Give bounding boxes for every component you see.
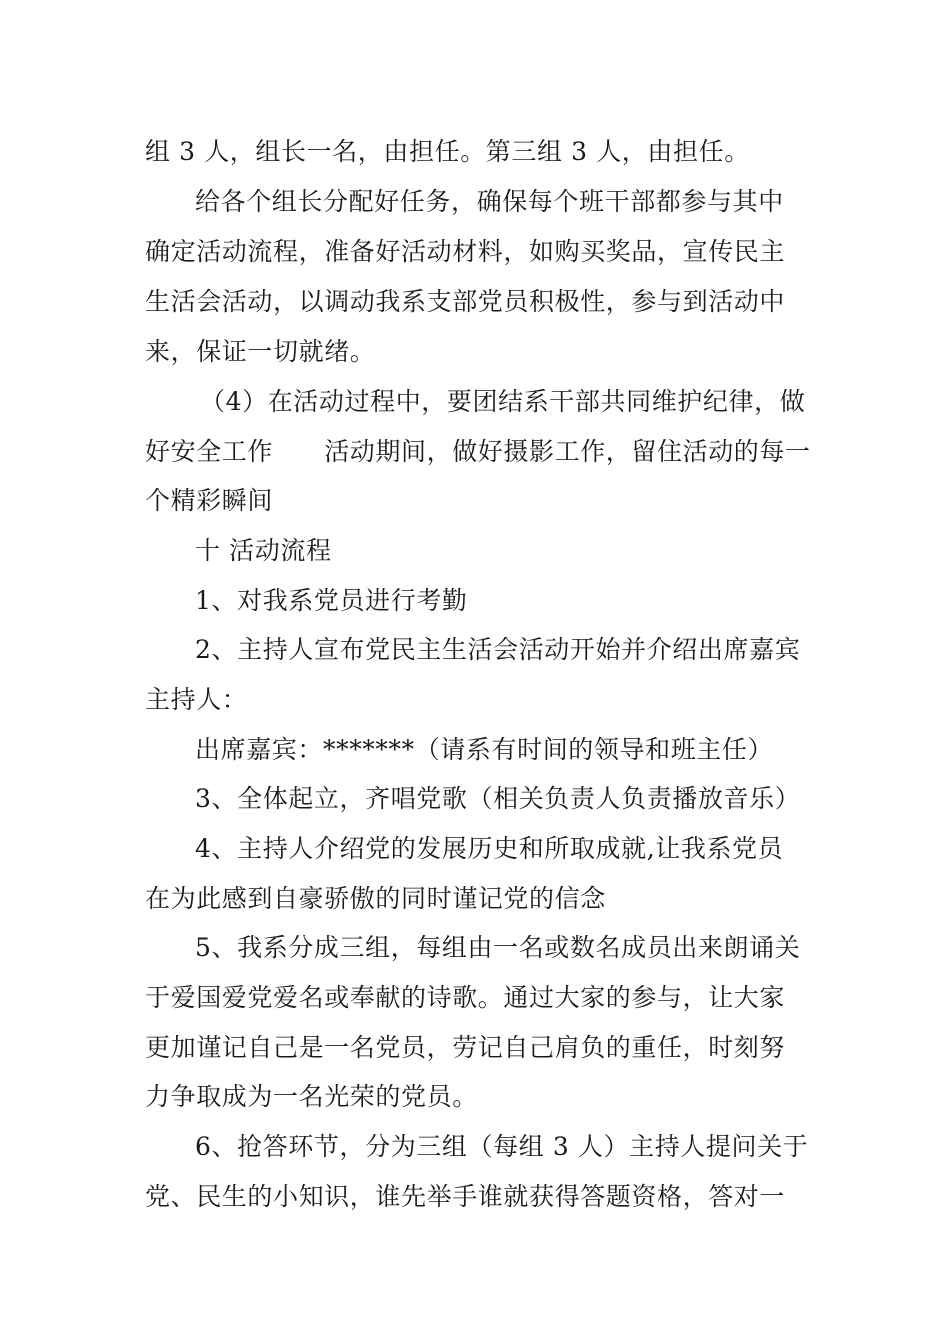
text-line: 生活会活动，以调动我系支部党员积极性，参与到活动中 (145, 287, 786, 316)
text-line: 2、主持人宣布党民主生活会活动开始并介绍出席嘉宾 (195, 635, 801, 664)
text-line: 出席嘉宾：*******（请系有时间的领导和班主任） (195, 735, 774, 764)
text-line: 4、主持人介绍党的发展历史和所取成就,让我系党员 (195, 834, 784, 863)
text-line: 于爱国爱党爱名或奉献的诗歌。通过大家的参与，让大家 (145, 983, 786, 1012)
text-line: 个精彩瞬间 (145, 486, 274, 515)
text-line: 组 3 人，组长一名，由担任。第三组 3 人，由担任。 (145, 137, 750, 166)
text-line: 确定活动流程，准备好活动材料，如购买奖品，宣传民主 (145, 237, 786, 266)
text-line: 1、对我系党员进行考勤 (195, 586, 468, 615)
text-line: 更加谨记自己是一名党员，劳记自己肩负的重任，时刻努 (145, 1033, 786, 1062)
text-line: 来，保证一切就绪。 (145, 337, 376, 366)
text-line: 好安全工作 活动期间，做好摄影工作，留住活动的每一 (145, 437, 811, 466)
text-line: 6、抢答环节，分为三组（每组 3 人）主持人提问关于 (195, 1132, 809, 1161)
text-line: 主持人： (145, 685, 248, 714)
text-line: 5、我系分成三组，每组由一名或数名成员出来朗诵关 (195, 933, 801, 962)
text-line: 在为此感到自豪骄傲的同时谨记党的信念 (145, 884, 606, 913)
text-line: 党、民生的小知识，谁先举手谁就获得答题资格，答对一 (145, 1182, 786, 1211)
text-line: 给各个组长分配好任务，确保每个班干部都参与其中 (195, 187, 784, 216)
text-line: 3、全体起立，齐唱党歌（相关负责人负责播放音乐） (195, 784, 801, 813)
section-heading: 十 活动流程 (195, 536, 332, 565)
text-line: 力争取成为一名光荣的党员。 (145, 1082, 478, 1111)
text-line: （4）在活动过程中，要团结系干部共同维护纪律，做 (200, 387, 806, 416)
